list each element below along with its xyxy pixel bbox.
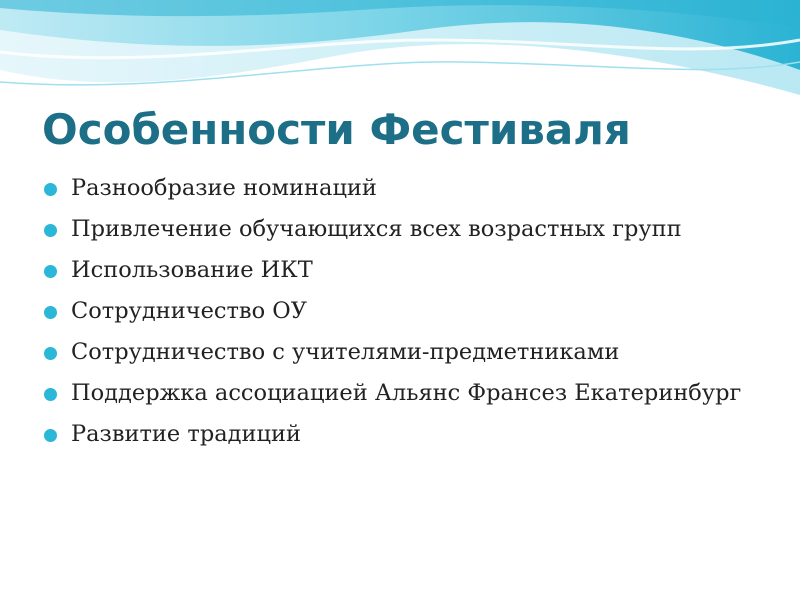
bullet-item: [44, 172, 744, 205]
bullet-item: [44, 295, 744, 328]
bullet-list: [44, 172, 744, 459]
bullet-dot-icon: [44, 388, 57, 401]
bullet-text: Сотрудничество с учителями-предметниками: [71, 339, 620, 365]
slide-title: Особенности Фестиваля: [42, 105, 631, 154]
bullet-item: [44, 377, 744, 410]
bullet-item: [44, 254, 744, 287]
bullet-item: [44, 336, 744, 369]
bullet-dot-icon: [44, 183, 57, 196]
bullet-item: [44, 213, 744, 246]
bullet-text: Развитие традиций: [71, 421, 301, 447]
bullet-dot-icon: [44, 265, 57, 278]
bullet-text: Разнообразие номинаций: [71, 175, 377, 201]
bullet-dot-icon: [44, 347, 57, 360]
bullet-text: Привлечение обучающихся всех возрастных групп: [71, 216, 682, 242]
bullet-text: Сотрудничество ОУ: [71, 298, 308, 324]
bullet-text: Поддержка ассоциацией Альянс Франсез Екатеринбург: [71, 380, 742, 406]
bullet-item: [44, 418, 744, 451]
bullet-dot-icon: [44, 224, 57, 237]
bullet-dot-icon: [44, 306, 57, 319]
bullet-dot-icon: [44, 429, 57, 442]
wave-header-decoration: [0, 0, 800, 110]
bullet-text: Использование ИКТ: [71, 257, 313, 283]
